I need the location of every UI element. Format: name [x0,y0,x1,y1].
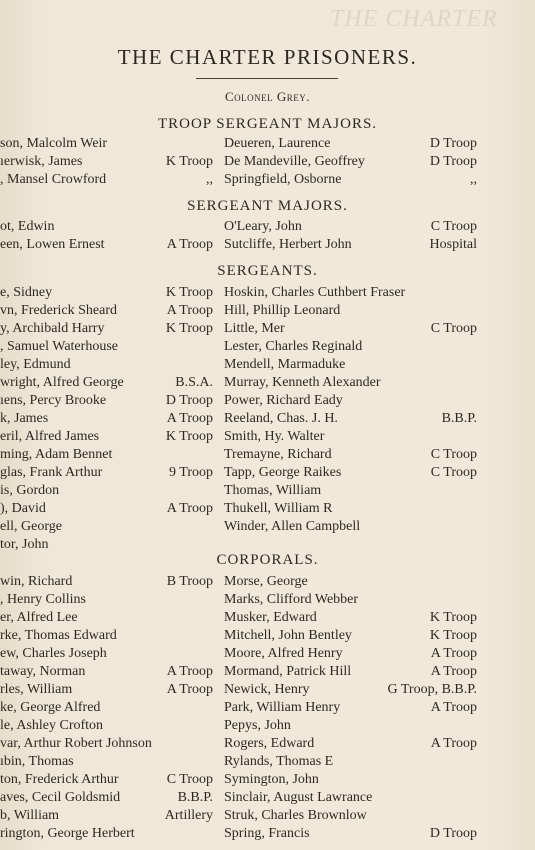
left-troop: C Troop [166,772,213,787]
left-name: ), David [0,501,46,516]
left-name: rke, Thomas Edward [0,628,117,643]
page-subtitle: Colonel Grey. [224,89,311,104]
left-troop: K Troop [165,154,213,169]
section-title-sergeants: SERGEANTS. [217,263,318,279]
right-name: Marks, Clifford Webber [224,592,359,607]
left-troop: Artillery [164,808,213,823]
list-row [0,826,535,844]
left-troop: A Troop [166,237,213,252]
right-troop: B.B.P. [441,411,477,426]
right-name: Deueren, Laurence [224,136,331,151]
left-name: rles, William [0,682,73,697]
right-name: Mendell, Marmaduke [224,357,346,372]
right-name: Smith, Hy. Walter [224,429,325,444]
left-name: ıerwisk, James [0,154,83,169]
left-name: , Mansel Crowford [0,172,107,187]
right-troop: A Troop [430,736,477,751]
list-row [0,501,535,519]
left-name: le, Ashley Crofton [0,718,104,733]
list-row [0,219,535,237]
section-title-sergeant-majors: SERGEANT MAJORS. [187,198,348,214]
list-row [0,321,535,339]
right-name: Hoskin, Charles Cuthbert Fraser [224,285,406,300]
left-name: tor, John [0,537,49,552]
left-name: , Henry Collins [0,592,86,607]
right-name: Thomas, William [224,483,322,498]
left-name: ke, George Alfred [0,700,101,715]
right-name: Mormand, Patrick Hill [224,664,352,679]
right-troop: G Troop, B.B.P. [387,682,477,697]
list-row [0,375,535,393]
list-row [0,664,535,682]
left-troop: A Troop [166,682,213,697]
right-troop: D Troop [429,826,477,841]
right-troop: C Troop [430,465,477,480]
right-name: Rylands, Thomas E [224,754,334,769]
left-name: k, James [0,411,49,426]
right-name: Pepys, John [224,718,291,733]
left-name: rington, George Herbert [0,826,135,841]
left-troop: K Troop [165,321,213,336]
right-name: Winder, Allen Campbell [224,519,361,534]
right-name: Power, Richard Eady [224,393,343,408]
left-name: ley, Edmund [0,357,71,372]
right-troop: A Troop [430,664,477,679]
list-row [0,718,535,736]
left-name: vn, Frederick Sheard [0,303,118,318]
right-troop: A Troop [430,646,477,661]
list-row [0,574,535,592]
right-troop: C Troop [430,447,477,462]
list-row [0,610,535,628]
section-title-troop-sergeant-majors: TROOP SERGEANT MAJORS. [157,116,378,132]
left-troop: K Troop [165,285,213,300]
left-name: son, Malcolm Weir [0,136,108,151]
right-troop: C Troop [430,219,477,234]
left-troop: D Troop [165,393,213,408]
right-name: Thukell, William R [224,501,333,516]
left-troop: A Troop [166,664,213,679]
left-name: een, Lowen Ernest [0,237,105,252]
list-row [0,411,535,429]
list-row [0,592,535,610]
list-row [0,736,535,754]
left-name: ton, Frederick Arthur [0,772,119,787]
left-name: b, William [0,808,60,823]
right-name: Hill, Phillip Leonard [224,303,341,318]
list-row [0,429,535,447]
list-row [0,303,535,321]
right-troop: ,, [470,172,477,187]
left-name: y, Archibald Harry [0,321,105,336]
left-troop: K Troop [165,429,213,444]
list-row [0,700,535,718]
page-title: THE CHARTER PRISONERS. [117,45,418,69]
right-troop: A Troop [430,700,477,715]
right-name: Rogers, Edward [224,736,315,751]
left-name: wright, Alfred George [0,375,124,390]
right-name: Struk, Charles Brownlow [224,808,367,823]
right-name: O'Leary, John [224,219,302,234]
left-name: aves, Cecil Goldsmid [0,790,121,805]
right-name: Lester, Charles Reginald [224,339,363,354]
left-name: ming, Adam Bennet [0,447,113,462]
list-row [0,285,535,303]
right-name: Murray, Kenneth Alexander [224,375,381,390]
left-name: glas, Frank Arthur [0,465,103,480]
list-row [0,808,535,826]
left-name: er, Alfred Lee [0,610,78,625]
left-troop: A Troop [166,303,213,318]
left-name: , Samuel Waterhouse [0,339,118,354]
right-name: Musker, Edward [224,610,317,625]
left-name: eril, Alfred James [0,429,100,444]
right-name: Newick, Henry [224,682,310,697]
list-row [0,339,535,357]
right-name: Park, William Henry [224,700,341,715]
list-row [0,154,535,172]
list-row [0,682,535,700]
show-through-text: THE CHARTER [330,6,498,32]
right-name: Springfield, Osborne [224,172,342,187]
right-name: Spring, Francis [224,826,310,841]
right-name: De Mandeville, Geoffrey [224,154,365,169]
left-name: is, Gordon [0,483,60,498]
right-name: Moore, Alfred Henry [224,646,343,661]
right-name: Sutcliffe, Herbert John [224,237,352,252]
list-row [0,754,535,772]
list-row [0,628,535,646]
left-troop: B.B.P. [177,790,213,805]
left-name: taway, Norman [0,664,86,679]
left-name: e, Sidney [0,285,53,300]
left-troop: A Troop [166,411,213,426]
left-name: ew, Charles Joseph [0,646,107,661]
left-troop: ,, [206,172,213,187]
left-name: var, Arthur Robert Johnson [0,736,152,751]
right-name: Tremayne, Richard [224,447,332,462]
left-troop: A Troop [166,501,213,516]
list-row [0,393,535,411]
right-name: Reeland, Chas. J. H. [224,411,338,426]
right-troop: D Troop [429,136,477,151]
left-name: ıbin, Thomas [0,754,74,769]
list-row [0,646,535,664]
list-row [0,483,535,501]
left-name: ell, George [0,519,62,534]
left-troop: B Troop [166,574,213,589]
list-row [0,447,535,465]
title-rule [196,78,338,79]
left-troop: 9 Troop [169,465,213,480]
right-name: Mitchell, John Bentley [224,628,352,643]
list-row [0,465,535,483]
left-troop: B.S.A. [175,375,213,390]
right-troop: Hospital [429,237,477,252]
right-name: Sinclair, August Lawrance [224,790,373,805]
left-name: win, Richard [0,574,73,589]
right-troop: D Troop [429,154,477,169]
left-name: ıens, Percy Brooke [0,393,107,408]
right-name: Tapp, George Raikes [224,465,342,480]
right-troop: K Troop [429,628,477,643]
left-name: ot, Edwin [0,219,55,234]
right-name: Symington, John [224,772,319,787]
list-row [0,519,535,537]
right-name: Morse, George [224,574,308,589]
right-name: Little, Mer [224,321,285,336]
right-troop: K Troop [429,610,477,625]
list-row [0,790,535,808]
list-row [0,136,535,154]
list-row [0,172,535,190]
section-title-corporals: CORPORALS. [216,552,319,568]
list-row [0,772,535,790]
list-row [0,237,535,255]
list-row [0,357,535,375]
right-troop: C Troop [430,321,477,336]
